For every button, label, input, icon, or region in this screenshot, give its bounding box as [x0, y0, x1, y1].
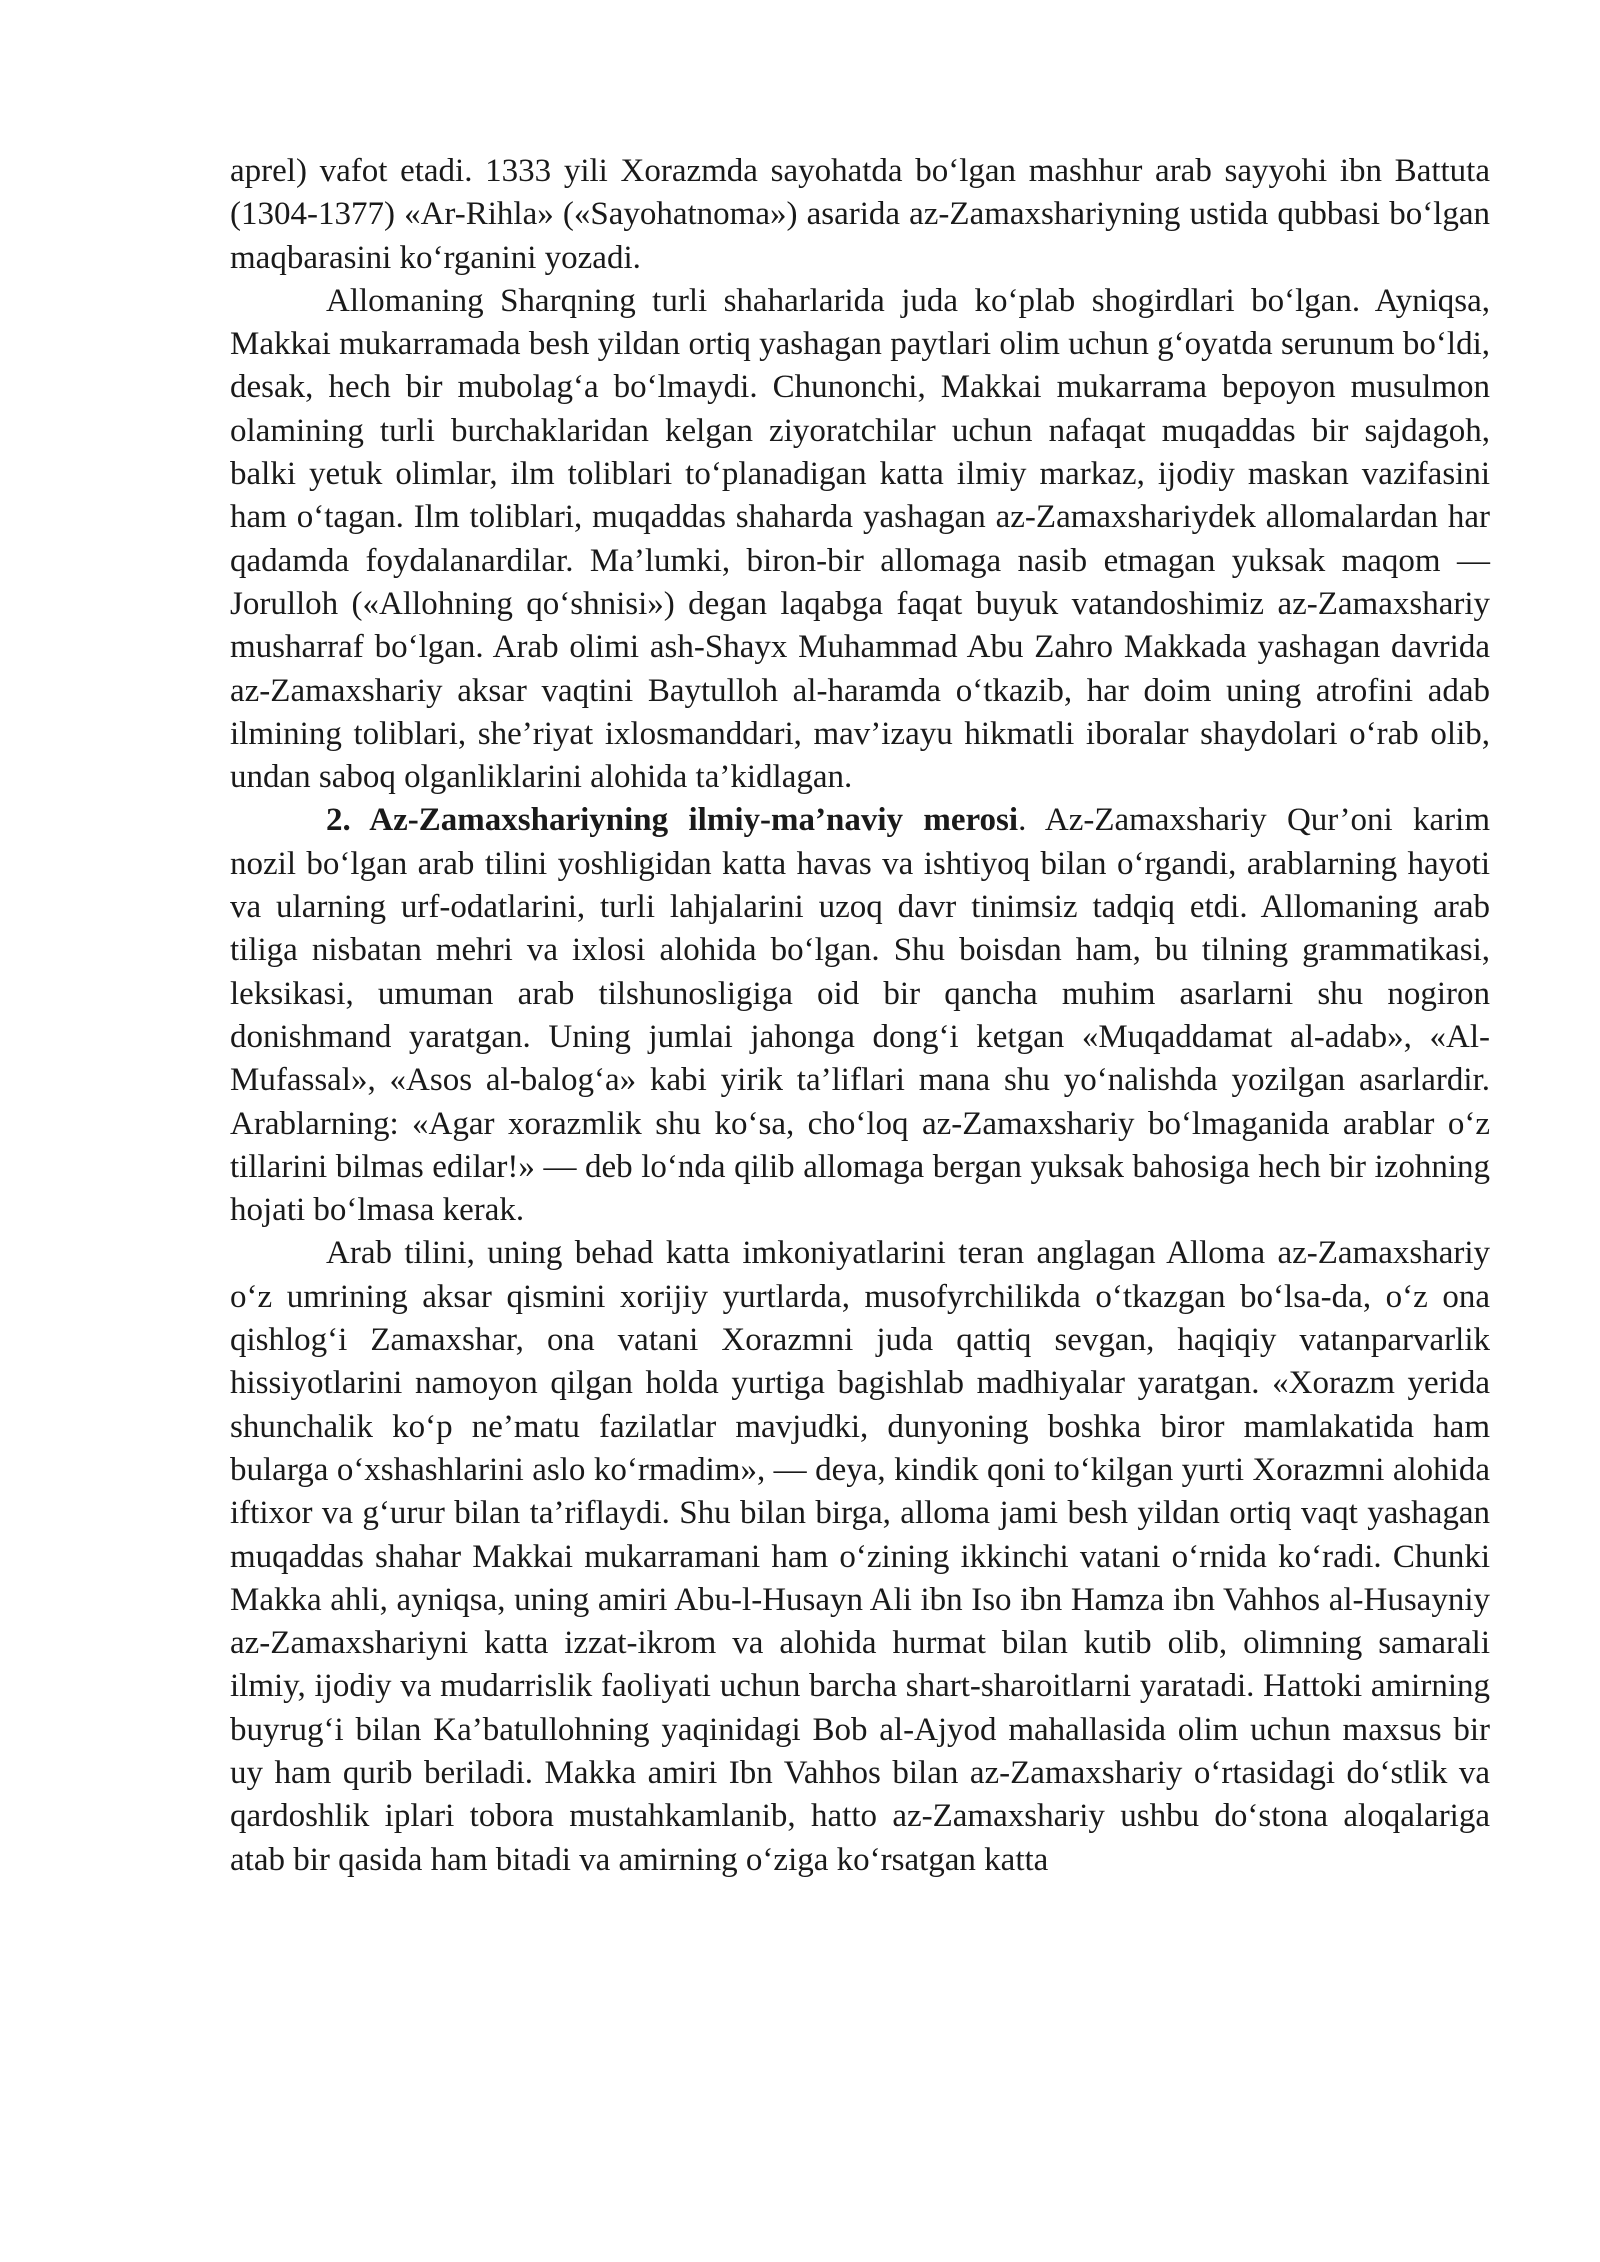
paragraph-4 [230, 1232, 1490, 1881]
section-heading: 2. Az-Zamaxshariyning ilmiy-ma’naviy merosi [326, 802, 1019, 839]
document-page [230, 150, 1490, 1882]
paragraph-2-text: Allomaning Sharqning turli shaharlarida juda ko‘plab shogirdlari bo‘lgan. Ayniqsa, Makkai mukarramada besh yildan ortiq yashagan paytlari olim uchun g‘oyatda serunum bo‘ldi, desak, hech bir mubolag‘a bo‘lmaydi. Chunonchi, Makkai mukarrama bepoyon musulmon olamining turli burchaklaridan kelgan ziyoratchilar uchun nafaqat muqaddas bir sajdagoh, balki yetuk olimlar, ilm toliblari to‘planadigan katta ilmiy markaz, ijodiy maskan vazifasini ham o‘tagan. Ilm toliblari, muqaddas shaharda yashagan az-Zamaxshariydek allomalardan har qadamda foydalanardilar. Ma’lumki, biron-bir allomaga nasib etmagan yuksak maqom — Jorulloh («Allohning qo‘shnisi») degan laqabga faqat buyuk vatandoshimiz az-Zamaxshariy musharraf bo‘lgan. Arab olimi ash-Shayx Muhammad Abu Zahro Makkada yashagan davrida az-Zamaxshariy aksar vaqtini Baytulloh al-haramda o‘tkazib, har doim uning atrofini adab ilmining toliblari, she’riyat ixlosmanddari, mav’izayu hikmatli iboralar shaydolari o‘rab olib, undan saboq olganliklarini alohida ta’kidlagan. [230, 282, 1490, 796]
paragraph-3 [230, 799, 1490, 1232]
paragraph-3-text: . Az-Zamaxshariy Qur’oni karim nozil bo‘lgan arab tilini yoshligidan katta havas va ishtiyoq bilan o‘rgandi, arablarning hayoti va ularning urf-odatlarini, turli lahjalarini uzoq davr tinimsiz tadqiq etdi. Allomaning arab tiliga nisbatan mehri va ixlosi alohida bo‘lgan. Shu boisdan ham, bu tilning grammatikasi, leksikasi, umuman arab tilshunosligiga oid bir qancha muhim asarlarni shu nogiron donishmand yaratgan. Uning jumlai jahonga dong‘i ketgan «Muqaddamat al-adab», «Al-Mufassal», «Asos al-balog‘a» kabi yirik ta’liflari mana shu yo‘nalishda yozilgan asarlardir. Arablarning: «Agar xorazmlik shu ko‘sa, cho‘loq az-Zamaxshariy bo‘lmaganida arablar o‘z tillarini bilmas edilar!» — deb lo‘nda qilib allomaga bergan yuksak bahosiga hech bir izohning hojati bo‘lmasa kerak. [230, 802, 1490, 1229]
paragraph-2 [230, 280, 1490, 800]
paragraph-1 [230, 150, 1490, 280]
paragraph-4-text: Arab tilini, uning behad katta imkoniyatlarini teran anglagan Alloma az-Zamaxshariy o‘z umrining aksar qismini xorijiy yurtlarda, musofyrchilikda o‘tkazgan bo‘lsa-da, o‘z ona qishlog‘i Zamaxshar, ona vatani Xorazmni juda qattiq sevgan, haqiqiy vatanparvarlik hissiyotlarini namoyon qilgan holda yurtiga bagishlab madhiyalar yaratgan. «Xorazm yerida shunchalik ko‘p ne’matu fazilatlar mavjudki, dunyoning boshka biror mamlakatida ham bularga o‘xshashlarini aslo ko‘rmadim», — deya, kindik qoni to‘kilgan yurti Xorazmni alohida iftixor va g‘urur bilan ta’riflaydi. Shu bilan birga, alloma jami besh yildan ortiq vaqt yashagan muqaddas shahar Makkai mukarramani ham o‘zining ikkinchi vatani o‘rnida ko‘radi. Chunki Makka ahli, ayniqsa, uning amiri Abu-l-Husayn Ali ibn Iso ibn Hamza ibn Vahhos al-Husayniy az-Zamaxshariyni katta izzat-ikrom va alohida hurmat bilan kutib olib, olimning samarali ilmiy, ijodiy va mudarrislik faoliyati uchun barcha shart-sharoitlarni yaratadi. Hattoki amirning buyrug‘i bilan Ka’batullohning yaqinidagi Bob al-Ajyod mahallasida olim uchun maxsus bir uy ham qurib beriladi. Makka amiri Ibn Vahhos bilan az-Zamaxshariy o‘rtasidagi do‘stlik va qardoshlik iplari tobora mustahkamlanib, hatto az-Zamaxshariy ushbu do‘stona aloqalariga atab bir qasida ham bitadi va amirning o‘ziga ko‘rsatgan katta [230, 1235, 1490, 1878]
paragraph-1-text: aprel) vafot etadi. 1333 yili Xorazmda sayohatda bo‘lgan mashhur arab sayyohi ibn Battuta (1304-1377) «Ar-Rihla» («Sayohatnoma») asarida az-Zamaxshariyning ustida qubbasi bo‘lgan maqbarasini ko‘rganini yozadi. [230, 153, 1490, 276]
